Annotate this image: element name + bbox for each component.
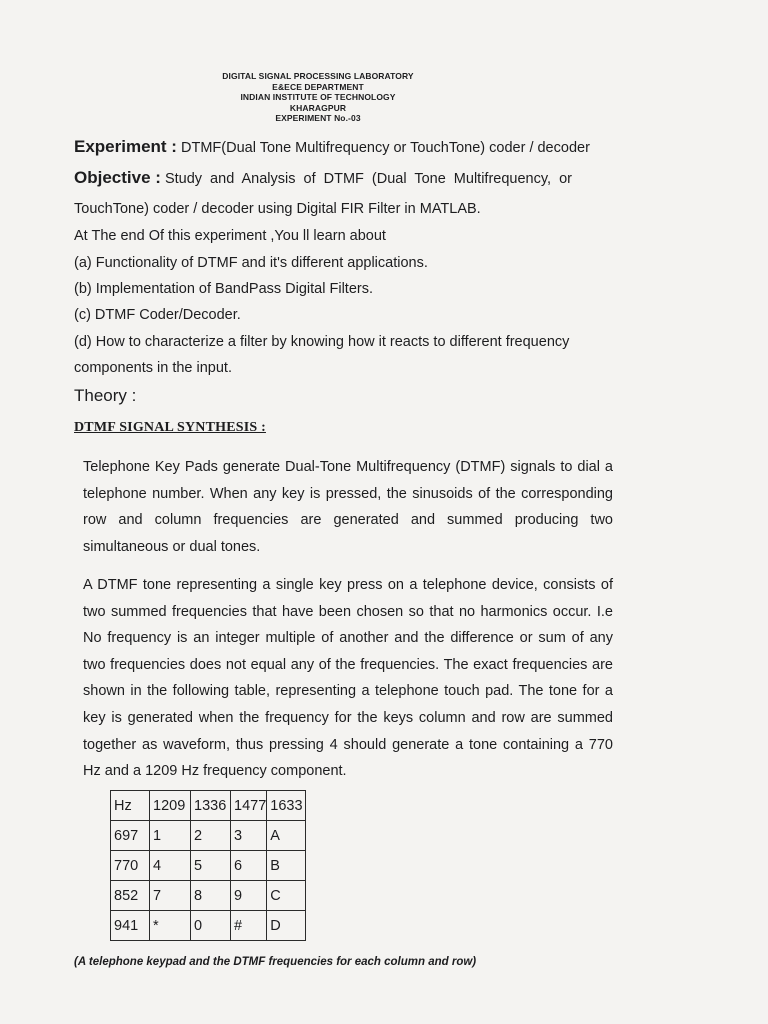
objective-label: Objective : <box>74 168 161 187</box>
learn-item-b: (b) Implementation of BandPass Digital Filters. <box>74 281 373 297</box>
learn-item-d: (d) How to characterize a filter by knowing how it reacts to different frequency <box>74 334 570 350</box>
table-cell: 941 <box>111 911 150 941</box>
learn-item-d-cont: components in the input. <box>74 360 232 376</box>
table-cell: 697 <box>111 821 150 851</box>
learn-item-a: (a) Functionality of DTMF and it's different applications. <box>74 255 428 271</box>
learn-intro: At The end Of this experiment ,You ll learn about <box>74 228 386 244</box>
table-cell: 1 <box>150 821 191 851</box>
table-header-cell: 1209 <box>150 791 191 821</box>
table-row <box>111 821 306 851</box>
experiment-number: EXPERIMENT No.-03 <box>275 113 361 123</box>
table-cell: 5 <box>191 851 231 881</box>
table-cell: 0 <box>191 911 231 941</box>
table-cell: B <box>267 851 306 881</box>
experiment-label: Experiment : <box>74 137 177 156</box>
table-cell: C <box>267 881 306 911</box>
table-row <box>111 881 306 911</box>
table-cell: 9 <box>231 881 267 911</box>
table-header-cell: Hz <box>111 791 150 821</box>
lab-name: DIGITAL SIGNAL PROCESSING LABORATORY <box>222 71 414 81</box>
paragraph-2: A DTMF tone representing a single key press on a telephone device, consists of two summed frequencies that have been chosen so that no harmonics occur. I.e No frequency is an integer multiple of another and the difference or sum of any two frequencies does not equal any of the frequencies. The exact frequencies are shown in the following table, representing a telephone touch pad. The tone for a key is generated when the frequency for the keys column and row are summed together as waveform, thus pressing 4 should generate a tone containing a 770 Hz and a 1209 Hz frequency component. <box>83 577 613 780</box>
table-cell: 2 <box>191 821 231 851</box>
table-header-cell: 1477 <box>231 791 267 821</box>
table-cell: 8 <box>191 881 231 911</box>
keypad-frequency-table <box>110 790 306 941</box>
table-cell: * <box>150 911 191 941</box>
table-cell: 770 <box>111 851 150 881</box>
theory-label: Theory : <box>74 386 137 405</box>
table-header-cell: 1633 <box>267 791 306 821</box>
lab-header <box>200 71 436 124</box>
table-cell: D <box>267 911 306 941</box>
table-cell: # <box>231 911 267 941</box>
institute-name: INDIAN INSTITUTE OF TECHNOLOGY <box>240 92 396 102</box>
table-cell: 4 <box>150 851 191 881</box>
objective-line <box>74 168 572 188</box>
section-title: DTMF SIGNAL SYNTHESIS : <box>74 420 266 435</box>
table-header-row <box>111 791 306 821</box>
experiment-line <box>74 137 590 157</box>
table-cell: 6 <box>231 851 267 881</box>
objective-text-1: Study and Analysis of DTMF (Dual Tone Multifrequency, or <box>164 171 572 187</box>
paragraph-1: Telephone Key Pads generate Dual-Tone Multifrequency (DTMF) signals to dial a telephone number. When any key is pressed, the sinusoids of the corresponding row and column frequencies are generated and summed producing two simultaneous or dual tones. <box>83 459 613 555</box>
table-caption: (A telephone keypad and the DTMF frequencies for each column and row) <box>74 956 477 968</box>
table-row <box>111 851 306 881</box>
table-header-cell: 1336 <box>191 791 231 821</box>
table-cell: A <box>267 821 306 851</box>
experiment-text: DTMF(Dual Tone Multifrequency or TouchTone) coder / decoder <box>181 140 590 156</box>
table-cell: 852 <box>111 881 150 911</box>
table-row <box>111 911 306 941</box>
city-name: KHARAGPUR <box>289 102 347 113</box>
table-cell: 3 <box>231 821 267 851</box>
objective-text-2: TouchTone) coder / decoder using Digital FIR Filter in MATLAB. <box>74 201 481 217</box>
learn-item-c: (c) DTMF Coder/Decoder. <box>74 307 241 323</box>
table-cell: 7 <box>150 881 191 911</box>
department-name: E&ECE DEPARTMENT <box>272 81 364 92</box>
